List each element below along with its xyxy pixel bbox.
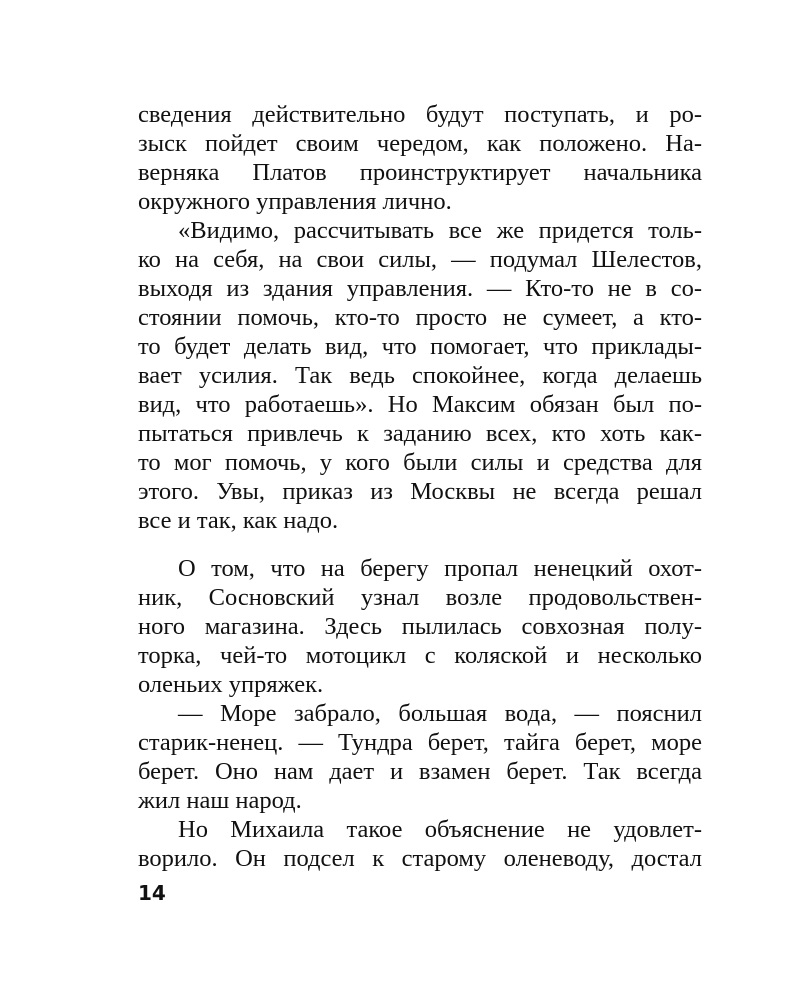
text-line: ного магазина. Здесь пылилась совхозная полу- [138, 613, 702, 640]
text-line: верняка Платов проинструктирует начальника [138, 159, 702, 186]
text-line: ворило. Он подсел к старому оленеводу, достал [138, 845, 702, 872]
text-line: ко на себя, на свои силы, — подумал Шелестов, [138, 246, 702, 273]
text-line: берет. Оно нам дает и взамен берет. Так всегда [138, 758, 702, 785]
text-line: зыск пойдет своим чередом, как положено. На- [138, 130, 702, 157]
text-line: стоянии помочь, кто-то просто не сумеет, а кто- [138, 304, 702, 331]
text-line: «Видимо, рассчитывать все же придется толь- [178, 217, 702, 244]
text-line: сведения действительно будут поступать, и ро- [138, 101, 702, 128]
text-line: все и так, как надо. [138, 507, 339, 534]
text-line: торка, чей-то мотоцикл с коляской и несколько [138, 642, 702, 669]
text-line: выходя из здания управления. — Кто-то не в со- [138, 275, 702, 302]
text-line: — Море забрало, большая вода, — пояснил [178, 700, 702, 727]
text-line: то мог помочь, у кого были силы и средства для [138, 449, 702, 476]
text-line: Но Михаила такое объяснение не удовлет- [178, 816, 702, 843]
text-line: окружного управления лично. [138, 188, 452, 215]
text-line: то будет делать вид, что помогает, что приклады- [138, 333, 702, 360]
text-line: вает усилия. Так ведь спокойнее, когда делаешь [138, 362, 702, 389]
text-line: пытаться привлечь к заданию всех, кто хоть как- [138, 420, 702, 447]
text-line: жил наш народ. [138, 787, 302, 814]
text-line: вид, что работаешь». Но Максим обязан был по- [138, 391, 702, 418]
text-line: О том, что на берегу пропал ненецкий охот- [178, 555, 702, 582]
text-line: оленьих упряжек. [138, 671, 324, 698]
page-number: 14 [138, 881, 166, 905]
text-line: ник, Сосновский узнал возле продовольствен- [138, 584, 702, 611]
text-line: этого. Увы, приказ из Москвы не всегда решал [138, 478, 702, 505]
text-line: старик-ненец. — Тундра берет, тайга берет, море [138, 729, 702, 756]
